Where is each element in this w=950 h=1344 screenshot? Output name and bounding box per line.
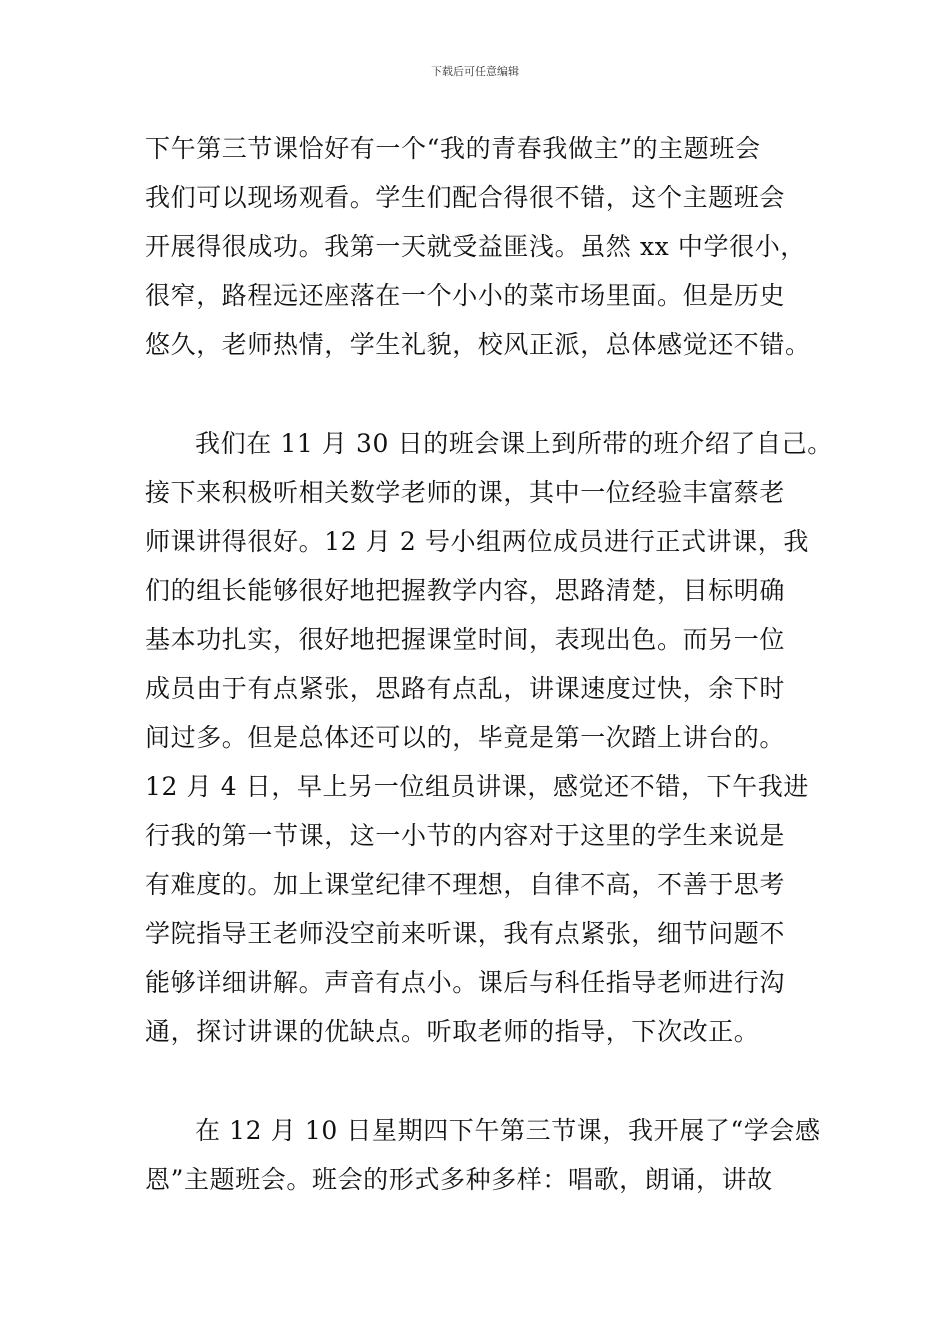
paragraph-3 <box>145 1106 835 1204</box>
text-line: 学院指导王老师没空前来听课，我有点紧张，细节问题不 <box>145 919 786 948</box>
text-line: 悠久，老师热情，学生礼貌，校风正派，总体感觉还不错。 <box>145 330 811 359</box>
text-line: 我们可以现场观看。学生们配合得很不错，这个主题班会 <box>145 183 786 212</box>
text-line: 有难度的。加上课堂纪律不理想，自律不高，不善于思考 <box>145 870 786 899</box>
text-line: 在 12 月 10 日星期四下午第三节课，我开展了“学会感 <box>195 1116 821 1145</box>
text-line: 12 月 4 日，早上另一位组员讲课，感觉还不错，下午我进 <box>145 772 809 801</box>
text-line: 我们在 11 月 30 日的班会课上到所带的班介绍了自己。 <box>195 429 833 458</box>
text-line: 师课讲得很好。12 月 2 号小组两位成员进行正式讲课，我 <box>145 527 809 556</box>
text-line: 成员由于有点紧张，思路有点乱，讲课速度过快，余下时 <box>145 674 786 703</box>
page-header: 下载后可任意编辑 <box>431 65 519 78</box>
text-line: 行我的第一节课，这一小节的内容对于这里的学生来说是 <box>145 821 786 850</box>
document-body <box>145 124 835 1204</box>
text-line: 间过多。但是总体还可以的，毕竟是第一次踏上讲台的。 <box>145 723 786 752</box>
text-line: 开展得很成功。我第一天就受益匪浅。虽然 xx 中学很小， <box>145 232 806 261</box>
text-line: 们的组长能够很好地把握教学内容，思路清楚，目标明确 <box>145 576 786 605</box>
text-line: 下午第三节课恰好有一个“我的青春我做主”的主题班会 <box>145 134 761 163</box>
text-line: 很窄，路程远还座落在一个小小的菜市场里面。但是历史 <box>145 281 786 310</box>
paragraph-1 <box>145 124 835 369</box>
paragraph-2 <box>145 419 835 1056</box>
paragraph-spacer <box>145 1056 835 1106</box>
paragraph-spacer <box>145 369 835 419</box>
text-line: 恩”主题班会。班会的形式多种多样：唱歌，朗诵，讲故 <box>145 1165 773 1194</box>
text-line: 能够详细讲解。声音有点小。课后与科任指导老师进行沟 <box>145 968 786 997</box>
text-line: 基本功扎实，很好地把握课堂时间，表现出色。而另一位 <box>145 625 786 654</box>
text-line: 通，探讨讲课的优缺点。听取老师的指导，下次改正。 <box>145 1017 760 1046</box>
text-line: 接下来积极听相关数学老师的课，其中一位经验丰富蔡老 <box>145 478 786 507</box>
